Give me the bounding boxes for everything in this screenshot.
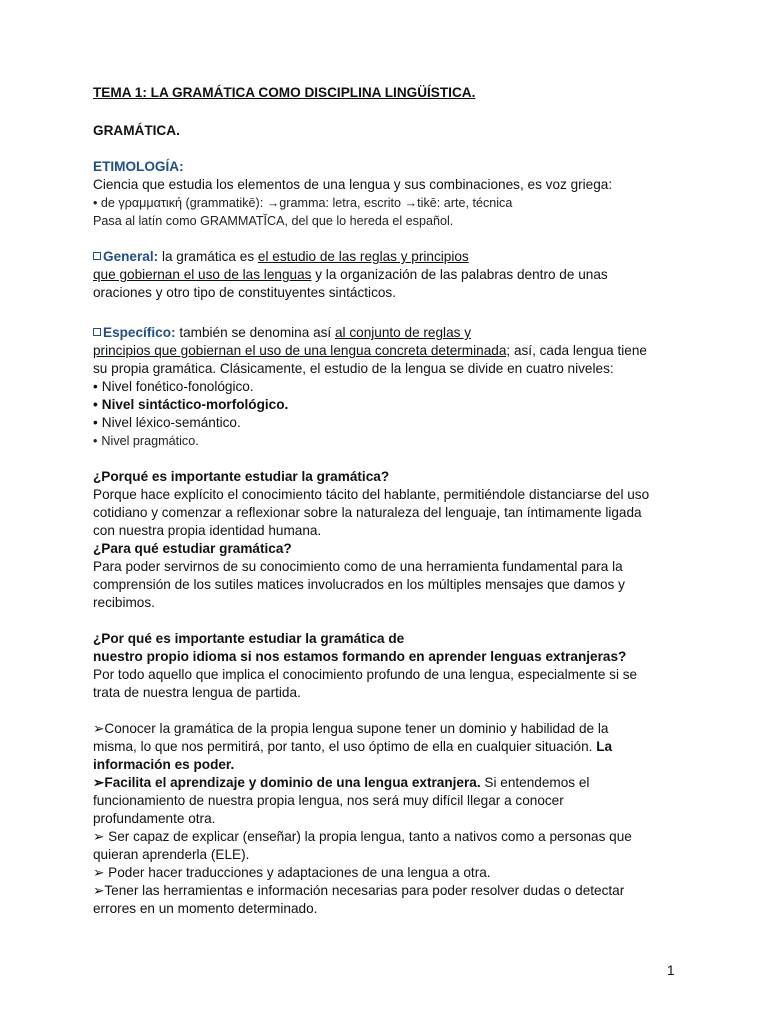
question-heading: nuestro propio idioma si nos estamos formando en aprender lenguas extranjeras?	[93, 649, 627, 664]
etymology-heading: ETIMOLOGÍA:	[93, 159, 184, 174]
point-emphasis: ➢Facilita el aprendizaje y dominio de una lengua extranjera.	[93, 775, 481, 790]
point-line: ➢ Poder hacer traducciones y adaptaciones de una lengua a otra.	[93, 865, 491, 880]
question-heading: ¿Para qué estudiar gramática?	[93, 541, 292, 556]
checkbox-bullet-icon	[93, 252, 101, 260]
general-label: General:	[103, 249, 159, 264]
general-definition-line-1	[93, 248, 683, 266]
point-line: ➢Facilita el aprendizaje y dominio de una lengua extranjera. Si entendemos el	[93, 775, 590, 790]
level-item: • Nivel pragmático.	[93, 434, 199, 448]
general-text: la gramática es	[161, 249, 255, 264]
specific-underlined-text: principios que gobiernan el uso de una lengua concreta determinada;	[93, 343, 511, 358]
document-title: TEMA 1: LA GRAMÁTICA COMO DISCIPLINA LINGÜÍSTICA.	[93, 85, 476, 100]
bullet-icon: •	[93, 415, 98, 430]
point-line: quieran aprenderla (ELE).	[93, 847, 250, 862]
bullet-icon: •	[93, 397, 98, 412]
section-heading: GRAMÁTICA.	[93, 123, 180, 138]
answer-line: Porque hace explícito el conocimiento tácito del hablante, permitiéndole distanciarse del uso	[93, 487, 650, 502]
general-definition-line-3: oraciones y otro tipo de constituyentes sintácticos.	[93, 285, 396, 300]
general-underlined-text: que gobiernan el uso de las lenguas	[93, 267, 312, 282]
level-item: • Nivel sintáctico-morfológico.	[93, 397, 289, 412]
answer-line: trata de nuestra lengua de partida.	[93, 685, 301, 700]
answer-line: con nuestra propia identidad humana.	[93, 523, 322, 538]
point-line: misma, lo que nos permitirá, por tanto, el uso óptimo de ella en cualquier situación. La	[93, 739, 613, 754]
answer-line: Por todo aquello que implica el conocimiento profundo de una lengua, especialmente si se	[93, 667, 638, 682]
point-line: funcionamiento de nuestra propia lengua, nos será muy difícil llegar a conocer	[93, 793, 564, 808]
level-item: • Nivel fonético-fonológico.	[93, 379, 254, 394]
point-line: ➢Conocer la gramática de la propia lengua supone tener un dominio y habilidad de la	[93, 721, 609, 736]
specific-label: Específico:	[103, 325, 176, 340]
point-line: errores en un momento determinado.	[93, 901, 318, 916]
point-line: ➢Tener las herramientas e información necesarias para poder resolver dudas o detectar	[93, 883, 625, 898]
specific-text: también se denomina así	[179, 325, 332, 340]
point-line: profundamente otra.	[93, 811, 216, 826]
answer-line: Para poder servirnos de su conocimiento como de una herramienta fundamental para la	[93, 559, 623, 574]
specific-definition-line-3: su propia gramática. Clásicamente, el estudio de la lengua se divide en cuatro niveles:	[93, 361, 614, 376]
checkbox-bullet-icon	[93, 328, 101, 336]
document-body	[93, 84, 683, 918]
etymology-line: Ciencia que estudia los elementos de una lengua y sus combinaciones, es voz griega:	[93, 177, 613, 192]
level-item: • Nivel léxico-semántico.	[93, 415, 241, 430]
point-line: ➢ Ser capaz de explicar (enseñar) la propia lengua, tanto a nativos como a personas que	[93, 829, 632, 844]
general-underlined-text: el estudio de las reglas y principios	[257, 249, 469, 264]
etymology-greek-line: • de γραμματική (grammatikē): →gramma: letra, escrito →tikē: arte, técnica	[93, 196, 513, 210]
question-heading: ¿Porqué es importante estudiar la gramática?	[93, 469, 390, 484]
bullet-icon: •	[93, 379, 98, 394]
etymology-latin-line: Pasa al latín como GRAMMATĬCA, del que lo hereda el español.	[93, 214, 454, 228]
question-heading: ¿Por qué es importante estudiar la gramática de	[93, 631, 405, 646]
page-number: 1	[667, 963, 675, 978]
specific-text: así, cada lengua tiene	[513, 343, 647, 358]
answer-line: cotidiano y comenzar a reflexionar sobre la naturaleza del lenguaje, tan íntimamente ligada	[93, 505, 642, 520]
specific-underlined-text: al conjunto de reglas y	[334, 325, 472, 340]
point-emphasis: La	[596, 739, 613, 754]
answer-line: comprensión de los sutiles matices involucrados en los múltiples mensajes que damos y	[93, 577, 625, 592]
point-emphasis-line: información es poder.	[93, 757, 235, 772]
specific-definition-line-1	[93, 324, 683, 342]
general-definition-line-2	[93, 266, 683, 284]
bullet-icon: •	[93, 434, 98, 448]
answer-line: recibimos.	[93, 595, 155, 610]
general-text: y la organización de las palabras dentro de unas	[315, 267, 608, 282]
specific-definition-line-2	[93, 342, 683, 360]
